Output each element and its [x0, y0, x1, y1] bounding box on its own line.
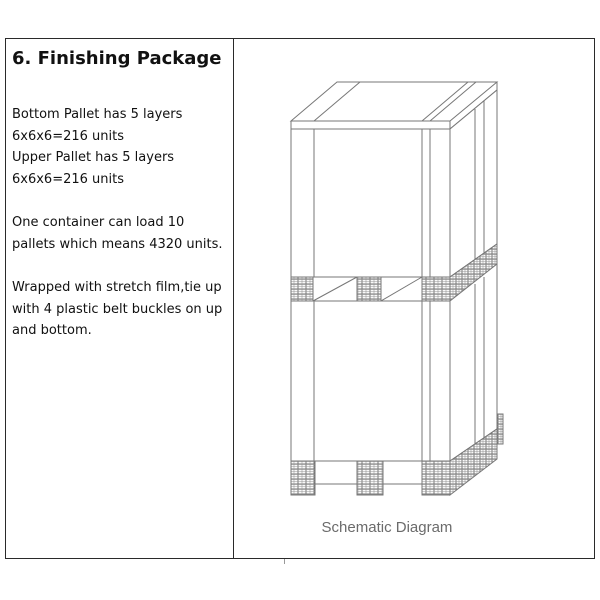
text-line: One container can load 10 [12, 215, 185, 230]
edge-tick [284, 559, 285, 564]
finishing-package-panel [5, 38, 595, 559]
container-load-paragraph [12, 212, 223, 255]
text-line: 6x6x6=216 units [12, 171, 124, 187]
section-title: 6. Finishing Package [12, 48, 222, 69]
text-line: and bottom. [12, 323, 92, 338]
diagram-column [234, 39, 594, 558]
text-line: pallets which means 4320 units. [12, 236, 223, 252]
diagram-caption: Schematic Diagram [321, 519, 453, 536]
text-line: Upper Pallet has 5 layers [12, 150, 175, 165]
wrapping-paragraph [12, 277, 222, 342]
pallet-stack-diagram [234, 39, 594, 558]
text-line: Bottom Pallet has 5 layers [12, 107, 183, 122]
pallet-layers-paragraph [12, 104, 182, 190]
text-line: with 4 plastic belt buckles on up [12, 301, 223, 317]
text-line: Wrapped with stretch film,tie up [12, 280, 222, 295]
text-column [6, 39, 233, 558]
text-line: 6x6x6=216 units [12, 128, 124, 144]
